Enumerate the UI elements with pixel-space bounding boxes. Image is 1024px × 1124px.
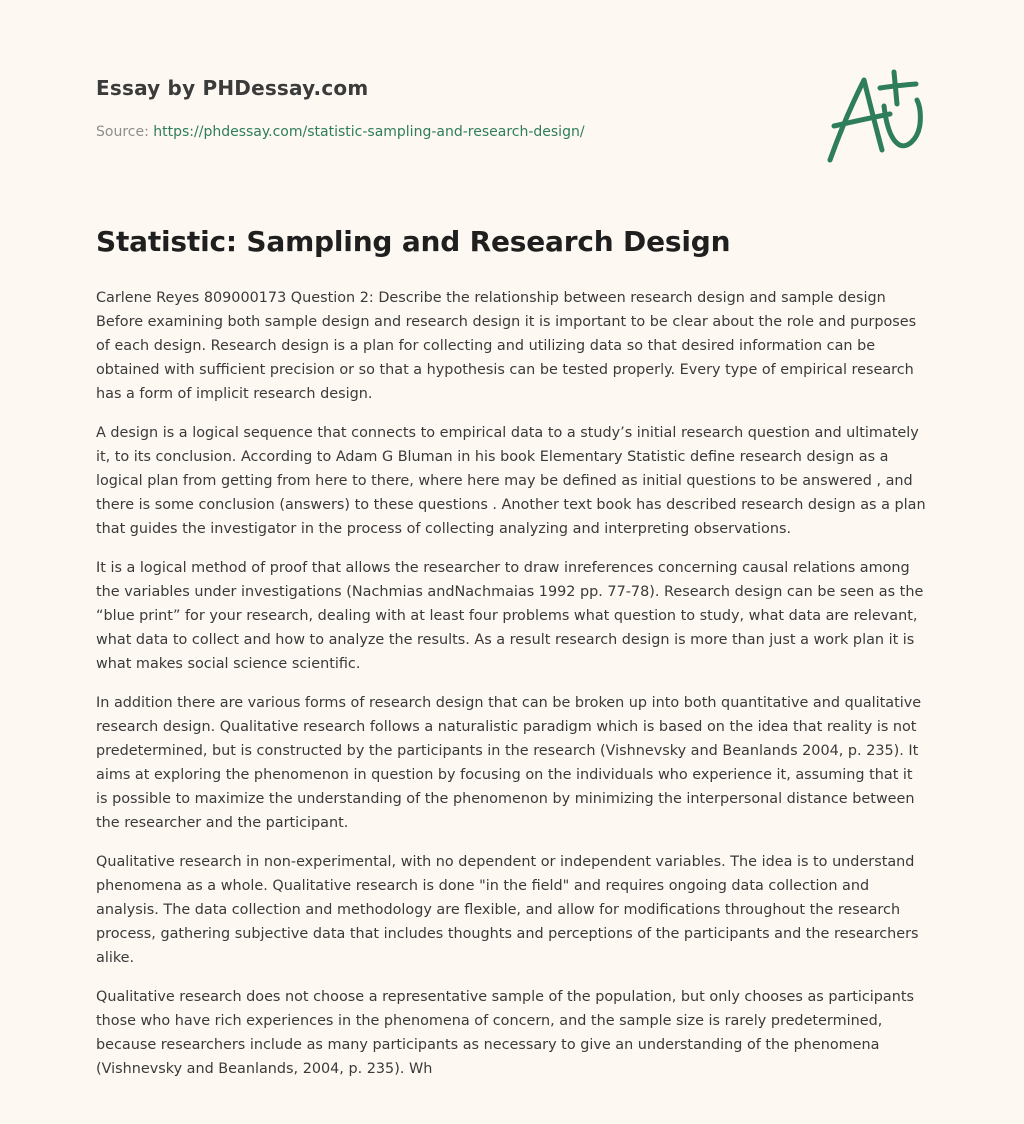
source-link[interactable]: https://phdessay.com/statistic-sampling-and-research-design/ <box>153 124 585 140</box>
essay-paragraph: A design is a logical sequence that connects to empirical data to a study’s initial research question and ultimately it, to its conclusion. According to Adam G Bluman in his book Elementary Statistic define research design as a logical plan from getting from here to there, where here may be defined as initial questions to be answered , and there is some conclusion (answers) to these questions . Another text book has described research design as a plan that guides the investigator in the process of collecting analyzing and interpreting observations. <box>96 425 926 537</box>
essay-paragraph: Qualitative research does not choose a representative sample of the population, but only chooses as participants those who have rich experiences in the phenomena of concern, and the sample size is rarely predetermined, because researchers include as many participants as necessary to give an understanding of the phenomena (Vishnevsky and Beanlands, 2004, p. 235). Wh <box>96 989 914 1077</box>
source-line <box>96 124 585 140</box>
essay-paragraph: Qualitative research in non-experimental, with no dependent or independent variables. The idea is to understand phenomena as a whole. Qualitative research is done "in the field" and requires ongoing data collection and analysis. The data collection and methodology are flexible, and allow for modifications throughout the research process, gathering subjective data that includes thoughts and perceptions of the participants and the researchers alike. <box>96 854 919 966</box>
essay-paragraph: It is a logical method of proof that allows the researcher to draw inreferences concerning causal relations among the variables under investigations (Nachmias andNachmaias 1992 pp. 77-78). Research design can be seen as the “blue print” for your research, dealing with at least four problems what question to study, what data are relevant, what data to collect and how to analyze the results. As a result research design is more than just a work plan it is what makes social science scientific. <box>96 560 924 672</box>
source-label: Source: <box>96 124 154 140</box>
essay-title: Statistic: Sampling and Research Design <box>96 225 731 258</box>
essay-paragraph: In addition there are various forms of research design that can be broken up into both quantitative and qualitative research design. Qualitative research follows a naturalistic paradigm which is based on the idea that reality is not predetermined, but is constructed by the participants in the research (Vishnevsky and Beanlands 2004, p. 235). It aims at exploring the phenomenon in question by focusing on the individuals who experience it, assuming that it is possible to maximize the understanding of the phenomenon by minimizing the interpersonal distance between the researcher and the participant. <box>96 695 922 831</box>
site-brand: Essay by PHDessay.com <box>96 76 369 100</box>
essay-paragraph: Carlene Reyes 809000173 Question 2: Describe the relationship between research design and sample design Before examining both sample design and research design it is important to be clear about the role and purposes of each design. Research design is a plan for collecting and utilizing data so that desired information can be obtained with sufficient precision or so that a hypothesis can be tested properly. Every type of empirical research has a form of implicit research design. <box>96 290 917 402</box>
essay-body <box>96 286 928 1096</box>
a-plus-grade-icon <box>824 68 928 168</box>
